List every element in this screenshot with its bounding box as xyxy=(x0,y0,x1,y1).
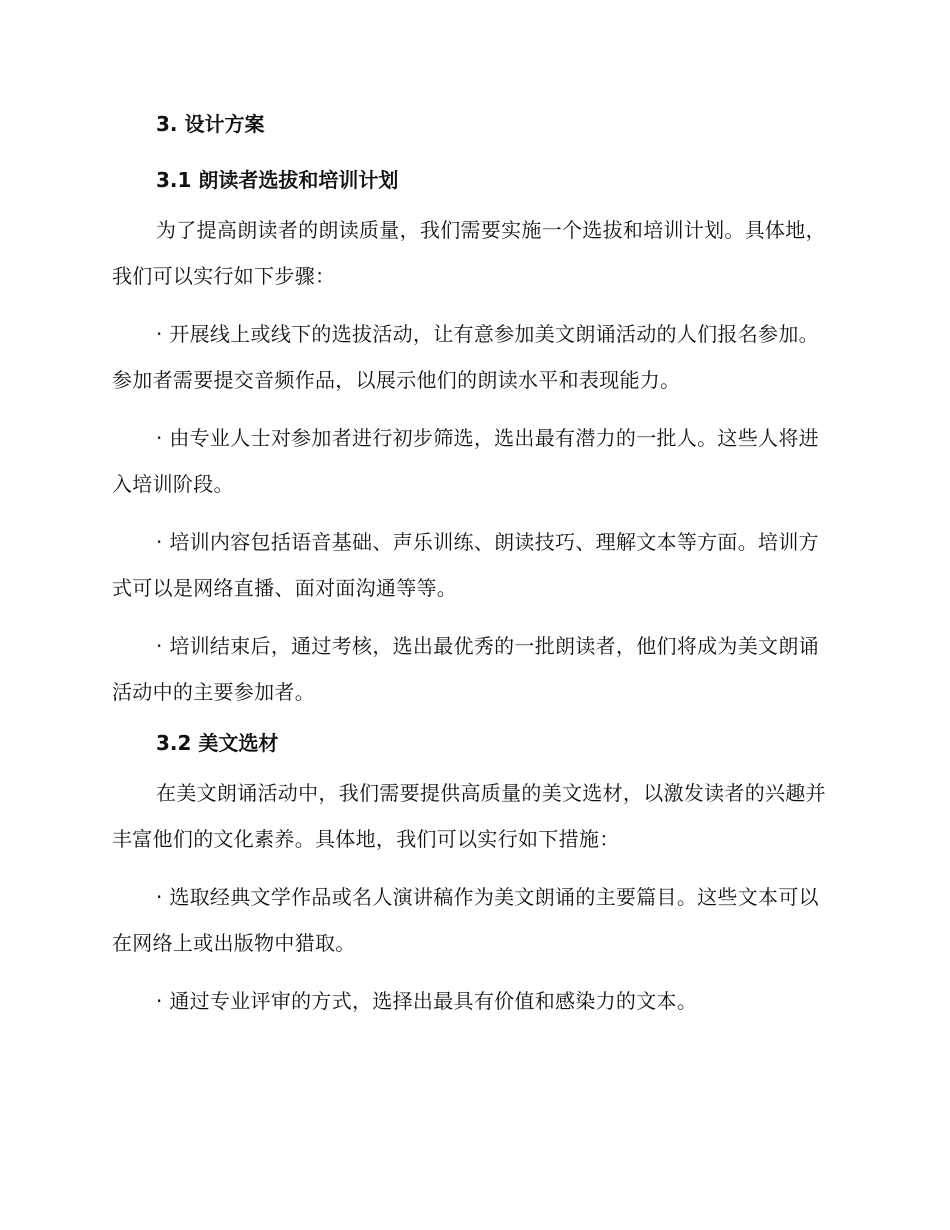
section-3-1-intro: 为了提高朗读者的朗读质量，我们需要实施一个选拔和培训计划。具体地，我们可以实行如下步骤： xyxy=(112,218,826,288)
section-3-2-intro: 在美文朗诵活动中，我们需要提供高质量的美文选材，以激发读者的兴趣并丰富他们的文化素养。具体地，我们可以实行如下措施： xyxy=(112,781,826,851)
list-item: · 通过专业评审的方式，选择出最具有价值和感染力的文本。 xyxy=(156,989,698,1013)
list-item: · 开展线上或线下的选拔活动，让有意参加美文朗诵活动的人们报名参加。参加者需要提交音频作品，以展示他们的朗读水平和表现能力。 xyxy=(112,322,819,392)
document-body xyxy=(112,108,832,1024)
section-3-1-heading: 3.1 朗读者选拔和培训计划 xyxy=(156,168,399,192)
section-3-heading: 3. 设计方案 xyxy=(156,112,265,136)
list-item: · 由专业人士对参加者进行初步筛选，选出最有潜力的一批人。这些人将进入培训阶段。 xyxy=(112,426,819,496)
list-item: · 培训内容包括语音基础、声乐训练、朗读技巧、理解文本等方面。培训方式可以是网络直播、面对面沟通等等。 xyxy=(112,530,819,600)
list-item: · 选取经典文学作品或名人演讲稿作为美文朗诵的主要篇目。这些文本可以在网络上或出版物中猎取。 xyxy=(112,885,819,955)
list-item: · 培训结束后，通过考核，选出最优秀的一批朗读者，他们将成为美文朗诵活动中的主要参加者。 xyxy=(112,634,819,704)
section-3-2-heading: 3.2 美文选材 xyxy=(156,731,279,755)
